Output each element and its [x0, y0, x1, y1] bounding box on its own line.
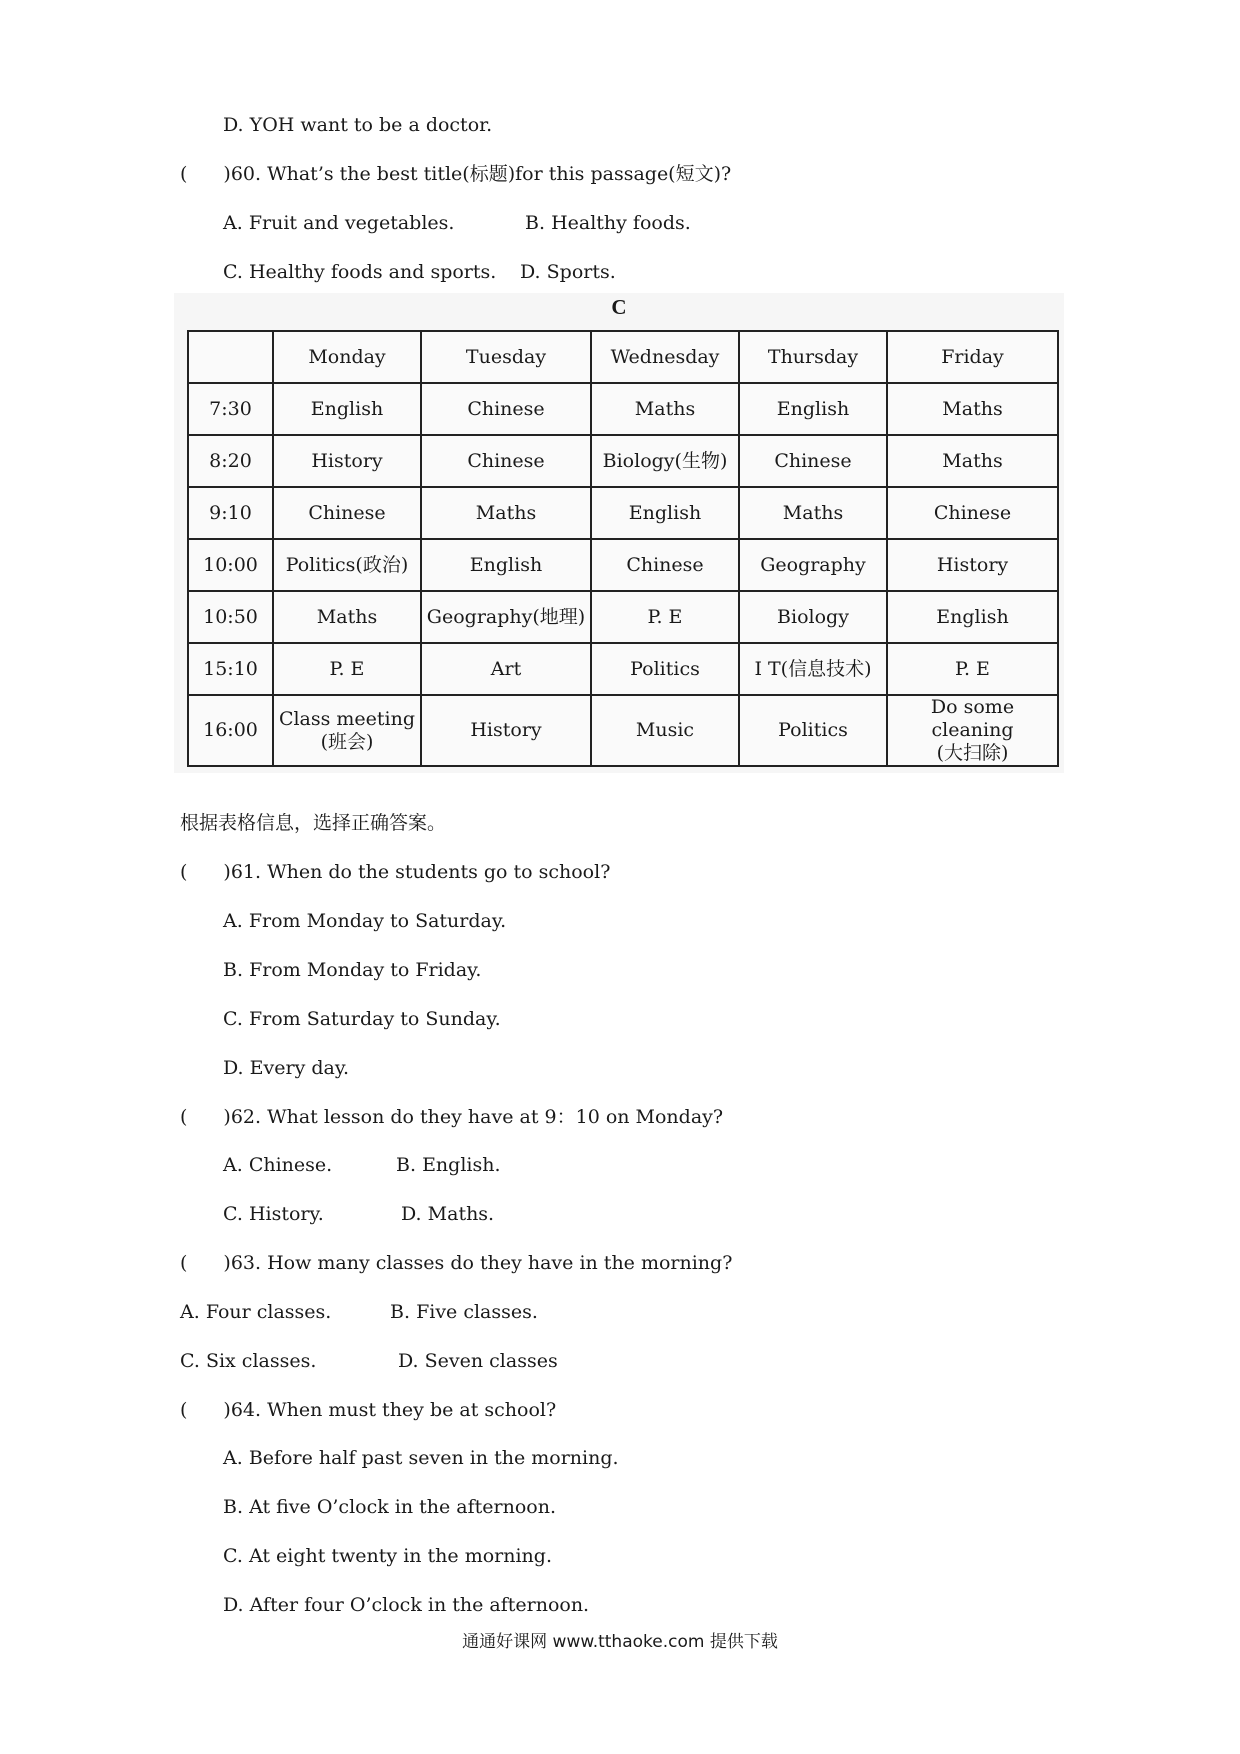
q62-option-b: [396, 1152, 501, 1178]
lesson-cell: English: [591, 487, 739, 539]
option-text: Sports.: [546, 261, 616, 283]
q59-option-d: [223, 112, 492, 138]
q63-option-a: [180, 1299, 331, 1325]
option-text: Healthy foods and sports.: [248, 261, 497, 283]
option-letter: B.: [390, 1301, 411, 1323]
lesson-cell: Maths: [887, 435, 1058, 487]
lesson-cell: Chinese: [887, 487, 1058, 539]
option-letter: A.: [223, 212, 243, 234]
q63-option-d: [398, 1348, 558, 1374]
lesson-cell: Geography(地理): [421, 591, 591, 643]
table-row: [188, 591, 1058, 643]
answer-paren: (: [180, 1252, 188, 1274]
q64-option-c: [223, 1543, 552, 1569]
q61-option-c: [223, 1006, 501, 1032]
answer-paren: (: [180, 861, 188, 883]
option-text: Healthy foods.: [551, 212, 691, 234]
answer-paren: (: [180, 1399, 188, 1421]
table-header-cell: Friday: [887, 331, 1058, 383]
option-text: Maths.: [427, 1203, 495, 1225]
time-cell: 9:10: [188, 487, 273, 539]
question-stem: )62. What lesson do they have at 9：10 on Monday?: [223, 1106, 724, 1128]
lesson-cell: Chinese: [273, 487, 421, 539]
question-stem: )63. How many classes do they have in the morning?: [223, 1252, 733, 1274]
lesson-cell: English: [887, 591, 1058, 643]
lesson-cell: I T(信息技术): [739, 643, 887, 695]
table-header-cell: Wednesday: [591, 331, 739, 383]
option-text: Six classes.: [205, 1350, 317, 1372]
option-letter: B.: [223, 959, 244, 981]
option-letter: C.: [223, 1545, 243, 1567]
q63-option-c: [180, 1348, 316, 1374]
time-cell: 8:20: [188, 435, 273, 487]
lesson-cell: Maths: [739, 487, 887, 539]
question-63: [180, 1250, 732, 1276]
timetable-image: [174, 293, 1064, 773]
option-letter: D.: [398, 1350, 419, 1372]
table-row: [188, 383, 1058, 435]
option-text: Before half past seven in the morning.: [248, 1447, 619, 1469]
lesson-cell: Geography: [739, 539, 887, 591]
option-text: After four O’clock in the afternoon.: [249, 1594, 590, 1616]
time-cell: 15:10: [188, 643, 273, 695]
option-letter: C.: [223, 1203, 243, 1225]
option-letter: C.: [223, 1008, 243, 1030]
option-letter: D.: [223, 114, 244, 136]
lesson-cell: English: [739, 383, 887, 435]
option-letter: B.: [223, 1496, 244, 1518]
q61-option-b: [223, 957, 481, 983]
option-letter: A.: [180, 1301, 200, 1323]
table-row: [188, 487, 1058, 539]
q64-option-a: [223, 1445, 619, 1471]
option-text: At eight twenty in the morning.: [248, 1545, 552, 1567]
lesson-cell: Art: [421, 643, 591, 695]
q60-option-b: [525, 210, 691, 236]
time-cell: 10:50: [188, 591, 273, 643]
question-60: [180, 161, 731, 187]
time-cell: 10:00: [188, 539, 273, 591]
lesson-cell: Maths: [273, 591, 421, 643]
option-text: Fruit and vegetables.: [248, 212, 455, 234]
lesson-cell: Chinese: [739, 435, 887, 487]
option-text: From Monday to Saturday.: [248, 910, 507, 932]
lesson-cell: Maths: [887, 383, 1058, 435]
q60-option-d: [520, 259, 616, 285]
question-stem: )64. When must they be at school?: [223, 1399, 557, 1421]
option-text: Seven classes: [424, 1350, 558, 1372]
option-text: Every day.: [249, 1057, 350, 1079]
lesson-cell: Class meeting (班会): [273, 695, 421, 766]
option-text: From Monday to Friday.: [249, 959, 482, 981]
q62-option-a: [223, 1152, 332, 1178]
option-letter: B.: [396, 1154, 417, 1176]
lesson-cell: P. E: [887, 643, 1058, 695]
answer-paren: (: [180, 163, 188, 185]
option-letter: D.: [520, 261, 541, 283]
question-stem: )60. What’s the best title(标题)for this passage(短文)?: [223, 163, 732, 185]
instruction: 根据表格信息，选择正确答案。: [180, 812, 447, 834]
option-text: At five O’clock in the afternoon.: [249, 1496, 557, 1518]
option-text: Five classes.: [416, 1301, 538, 1323]
option-letter: A.: [223, 1154, 243, 1176]
lesson-cell: Maths: [421, 487, 591, 539]
lesson-cell: P. E: [591, 591, 739, 643]
lesson-cell: Chinese: [591, 539, 739, 591]
option-text: History.: [248, 1203, 324, 1225]
section-title: C: [611, 295, 627, 319]
lesson-cell: History: [273, 435, 421, 487]
lesson-cell: Politics: [739, 695, 887, 766]
timetable: [187, 330, 1059, 767]
table-row: [188, 643, 1058, 695]
table-header-cell: Monday: [273, 331, 421, 383]
time-cell: 16:00: [188, 695, 273, 766]
q61-option-a: [223, 908, 506, 934]
time-cell: 7:30: [188, 383, 273, 435]
table-header-cell: Thursday: [739, 331, 887, 383]
option-text: From Saturday to Sunday.: [248, 1008, 501, 1030]
lesson-cell: Politics: [591, 643, 739, 695]
lesson-cell: Maths: [591, 383, 739, 435]
table-row: [188, 435, 1058, 487]
table-header-cell: [188, 331, 273, 383]
lesson-cell: Chinese: [421, 383, 591, 435]
option-letter: D.: [401, 1203, 422, 1225]
lesson-cell: Music: [591, 695, 739, 766]
table-row: [188, 695, 1058, 766]
lesson-cell: Biology: [739, 591, 887, 643]
option-letter: B.: [525, 212, 546, 234]
option-text: English.: [422, 1154, 501, 1176]
q62-option-c: [223, 1201, 324, 1227]
lesson-cell: History: [887, 539, 1058, 591]
option-letter: A.: [223, 1447, 243, 1469]
lesson-cell: Chinese: [421, 435, 591, 487]
lesson-cell: English: [421, 539, 591, 591]
option-letter: C.: [223, 261, 243, 283]
q63-option-b: [390, 1299, 538, 1325]
question-62: [180, 1104, 723, 1130]
option-text: YOH want to be a doctor.: [249, 114, 493, 136]
lesson-cell: P. E: [273, 643, 421, 695]
lesson-cell: Do some cleaning (大扫除): [887, 695, 1058, 766]
q61-option-d: [223, 1055, 349, 1081]
option-text: Four classes.: [205, 1301, 332, 1323]
answer-paren: (: [180, 1106, 188, 1128]
table-header-row: [188, 331, 1058, 383]
lesson-cell: English: [273, 383, 421, 435]
q60-option-a: [223, 210, 454, 236]
lesson-cell: Politics(政治): [273, 539, 421, 591]
q62-option-d: [401, 1201, 494, 1227]
lesson-cell: Biology(生物): [591, 435, 739, 487]
q60-option-c: [223, 259, 496, 285]
option-text: Chinese.: [248, 1154, 333, 1176]
question-stem: )61. When do the students go to school?: [223, 861, 611, 883]
option-letter: D.: [223, 1594, 244, 1616]
table-row: [188, 539, 1058, 591]
q64-option-d: [223, 1592, 589, 1618]
question-61: [180, 859, 610, 885]
option-letter: D.: [223, 1057, 244, 1079]
option-letter: C.: [180, 1350, 200, 1372]
lesson-cell: History: [421, 695, 591, 766]
footer-credit: 通通好课网 www.tthaoke.com 提供下载: [462, 1632, 778, 1652]
question-64: [180, 1397, 556, 1423]
q64-option-b: [223, 1494, 556, 1520]
table-header-cell: Tuesday: [421, 331, 591, 383]
option-letter: A.: [223, 910, 243, 932]
